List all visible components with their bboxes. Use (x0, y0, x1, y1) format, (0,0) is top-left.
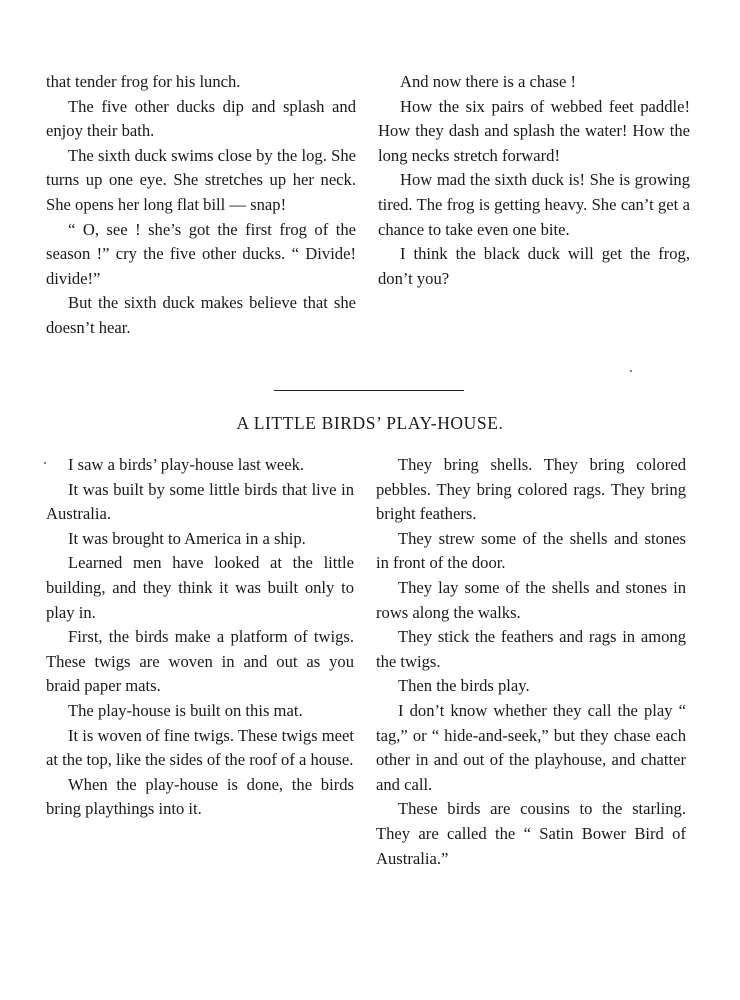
paragraph: It is woven of fine twigs. These twigs meet at the top, like the sides of the roof of a house. (46, 725, 354, 770)
article-body (46, 453, 686, 871)
top-left-column (46, 70, 356, 341)
paragraph: that tender frog for his lunch. (46, 72, 241, 91)
previous-story-continuation (46, 70, 690, 341)
paragraph: They bring shells. They bring colored pebbles. They bring colored rags. They bring bright feathers. (376, 455, 686, 524)
paragraph: I think the black duck will get the frog, don’t you? (378, 244, 690, 288)
paragraph: First, the birds make a platform of twigs. These twigs are woven in and out as you braid paper mats. (46, 627, 354, 696)
print-speck (630, 370, 632, 372)
paragraph: The play-house is built on this mat. (68, 700, 303, 720)
paragraph: They strew some of the shells and stones in front of the door. (376, 528, 686, 573)
paragraph: Then the birds play. (398, 676, 530, 696)
article-title: A LITTLE BIRDS’ PLAY-HOUSE. (236, 413, 504, 433)
paragraph: Learned men have looked at the little building, and they think it was built only to play in. (46, 553, 354, 622)
print-speck (44, 462, 46, 464)
paragraph: It was brought to America in a ship. (68, 528, 306, 548)
paragraph: When the play-house is done, the birds bring playthings into it. (46, 774, 354, 819)
paragraph: But the sixth duck makes believe that she doesn’t hear. (46, 293, 356, 337)
article-right-column (376, 453, 686, 871)
paragraph: It was built by some little birds that live in Australia. (46, 479, 354, 524)
paragraph: “ O, see ! she’s got the first frog of the season !” cry the five other ducks. “ Divide! divide!” (46, 219, 356, 288)
paragraph: And now there is a chase ! (400, 72, 577, 91)
article-left-column (46, 453, 354, 871)
paragraph: They lay some of the shells and stones in rows along the walks. (376, 577, 686, 622)
paragraph: These birds are cousins to the starling. They are called the “ Satin Bower Bird of Australia.” (376, 799, 686, 868)
paragraph: I saw a birds’ play-house last week. (68, 455, 305, 474)
section-divider (274, 390, 464, 391)
paragraph: I don’t know whether they call the play “ tag,” or “ hide-and-seek,” but they chase each other in and out of the playhouse, and chatter and call. (376, 700, 686, 794)
paragraph: The five other ducks dip and splash and enjoy their bath. (46, 96, 356, 141)
paragraph: How the six pairs of webbed feet paddle! How they dash and splash the water! How the long necks stretch forward! (378, 96, 690, 165)
paragraph: How mad the sixth duck is! She is growing tired. The frog is getting heavy. She can’t get a chance to take even one bite. (378, 170, 690, 239)
top-right-column (378, 70, 690, 341)
paragraph: The sixth duck swims close by the log. She turns up one eye. She stretches up her neck. She opens her long flat bill — snap! (46, 145, 356, 214)
paragraph: They stick the feathers and rags in among the twigs. (376, 627, 686, 671)
